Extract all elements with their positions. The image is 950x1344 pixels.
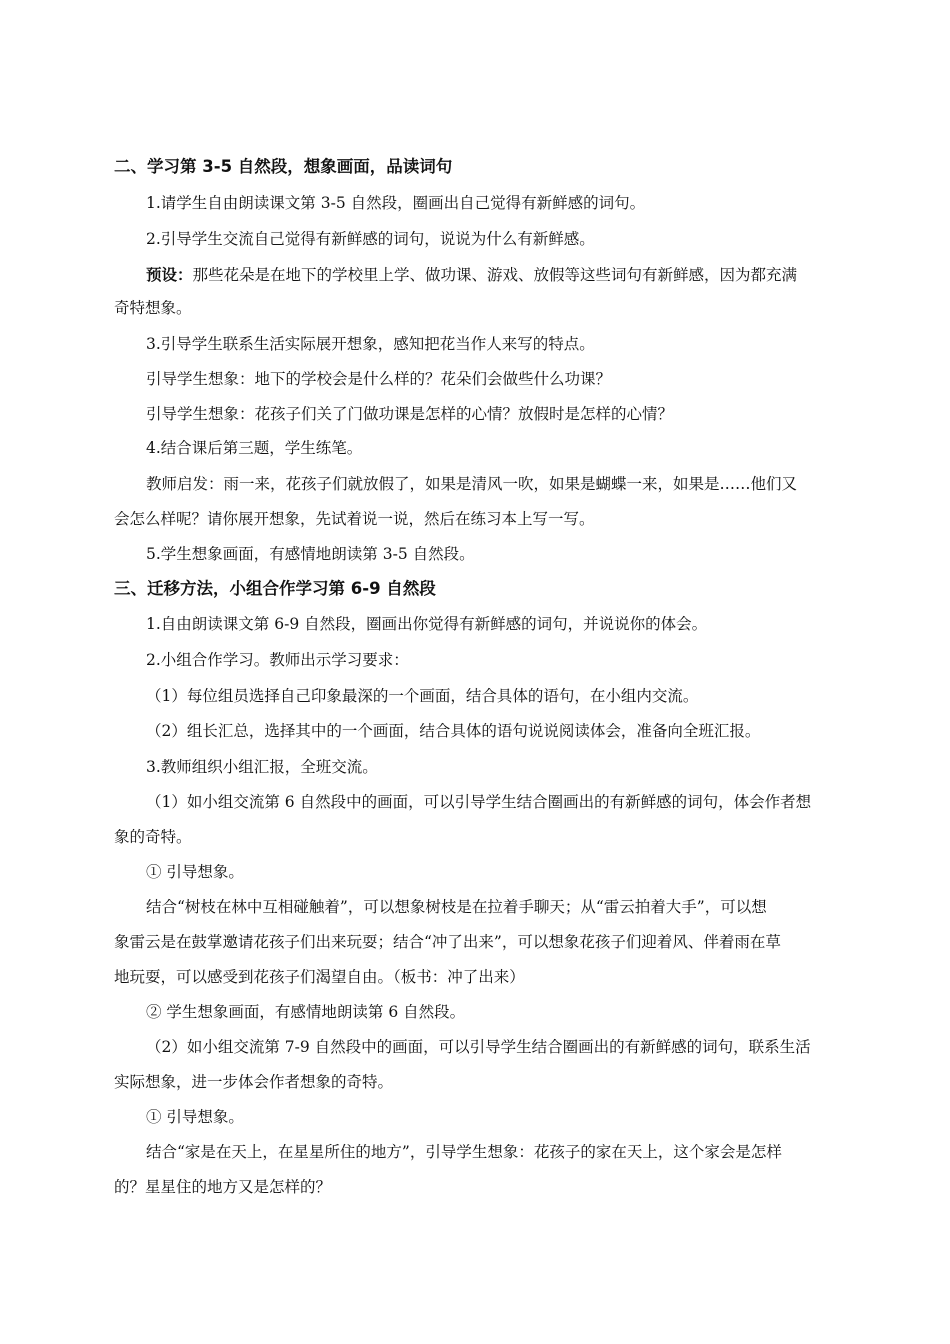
paragraph-3-3-1: （1）如小组交流第 6 自然段中的画面，可以引导学生结合圈画出的有新鲜感的词句，体会作者想 [146, 793, 812, 811]
paragraph-3-3-1c: ② 学生想象画面，有感情地朗读第 6 自然段。 [146, 1003, 466, 1021]
preset-text: 那些花朵是在地下的学校里上学、做功课、游戏、放假等这些词句有新鲜感，因为都充满 [192, 266, 798, 284]
paragraph-3-3-2b: 结合“家是在天上，在星星所住的地方”，引导学生想象：花孩子的家在天上，这个家会是怎样 [146, 1143, 782, 1161]
paragraph-3-3-1b-cont2: 地玩耍，可以感受到花孩子们渴望自由。（板书：冲了出来） [114, 968, 525, 986]
paragraph-3-3-1-cont: 象的奇特。 [114, 828, 192, 846]
paragraph-3-2a: （1）每位组员选择自己印象最深的一个画面，结合具体的语句，在小组内交流。 [146, 687, 699, 705]
preset-paragraph [146, 265, 856, 285]
paragraph-3-3-1a: ① 引导想象。 [146, 863, 244, 881]
paragraph-2-3a: 引导学生想象：地下的学校会是什么样的？花朵们会做些什么功课？ [146, 370, 612, 388]
paragraph-2-4: 4.结合课后第三题，学生练笔。 [146, 439, 363, 457]
paragraph-2-5: 5.学生想象画面，有感情地朗读第 3-5 自然段。 [146, 545, 475, 563]
paragraph-2-3: 3.引导学生联系生活实际展开想象，感知把花当作人来写的特点。 [146, 335, 595, 353]
preset-text-cont: 奇特想象。 [114, 299, 192, 317]
paragraph-3-3-1b-cont1: 象雷云是在鼓掌邀请花孩子们出来玩耍；结合“冲了出来”，可以想象花孩子们迎着风、伴着雨在草 [114, 933, 781, 951]
paragraph-3-3-2b-cont: 的？星星住的地方又是怎样的？ [114, 1178, 332, 1196]
preset-label: 预设： [146, 266, 193, 284]
paragraph-3-3-2: （2）如小组交流第 7-9 自然段中的画面，可以引导学生结合圈画出的有新鲜感的词句，联系生活 [146, 1038, 811, 1056]
paragraph-3-2: 2.小组合作学习。教师出示学习要求： [146, 651, 409, 669]
paragraph-2-2: 2.引导学生交流自己觉得有新鲜感的词句，说说为什么有新鲜感。 [146, 230, 595, 248]
section-heading-3: 三、迁移方法，小组合作学习第 6-9 自然段 [114, 579, 436, 598]
paragraph-2-4-text: 教师启发：雨一来，花孩子们就放假了，如果是清风一吹，如果是蝴蝶一来，如果是……他们又 [146, 475, 798, 493]
paragraph-3-3: 3.教师组织小组汇报，全班交流。 [146, 758, 378, 776]
paragraph-3-3-1b: 结合“树枝在林中互相碰触着”，可以想象树枝是在拉着手聊天；从“雷云拍着大手”，可以想 [146, 898, 767, 916]
paragraph-3-3-2a: ① 引导想象。 [146, 1108, 244, 1126]
paragraph-3-1: 1.自由朗读课文第 6-9 自然段，圈画出你觉得有新鲜感的词句，并说说你的体会。 [146, 615, 708, 633]
paragraph-2-4-text-cont: 会怎么样呢？请你展开想象，先试着说一说，然后在练习本上写一写。 [114, 510, 595, 528]
paragraph-3-2b: （2）组长汇总，选择其中的一个画面，结合具体的语句说说阅读体会，准备向全班汇报。 [146, 722, 761, 740]
section-heading-2: 二、学习第 3-5 自然段，想象画面，品读词句 [114, 157, 453, 176]
paragraph-2-1: 1.请学生自由朗读课文第 3-5 自然段，圈画出自己觉得有新鲜感的词句。 [146, 194, 646, 212]
paragraph-3-3-2-cont: 实际想象，进一步体会作者想象的奇特。 [114, 1073, 394, 1091]
paragraph-2-3b: 引导学生想象：花孩子们关了门做功课是怎样的心情？放假时是怎样的心情？ [146, 405, 674, 423]
